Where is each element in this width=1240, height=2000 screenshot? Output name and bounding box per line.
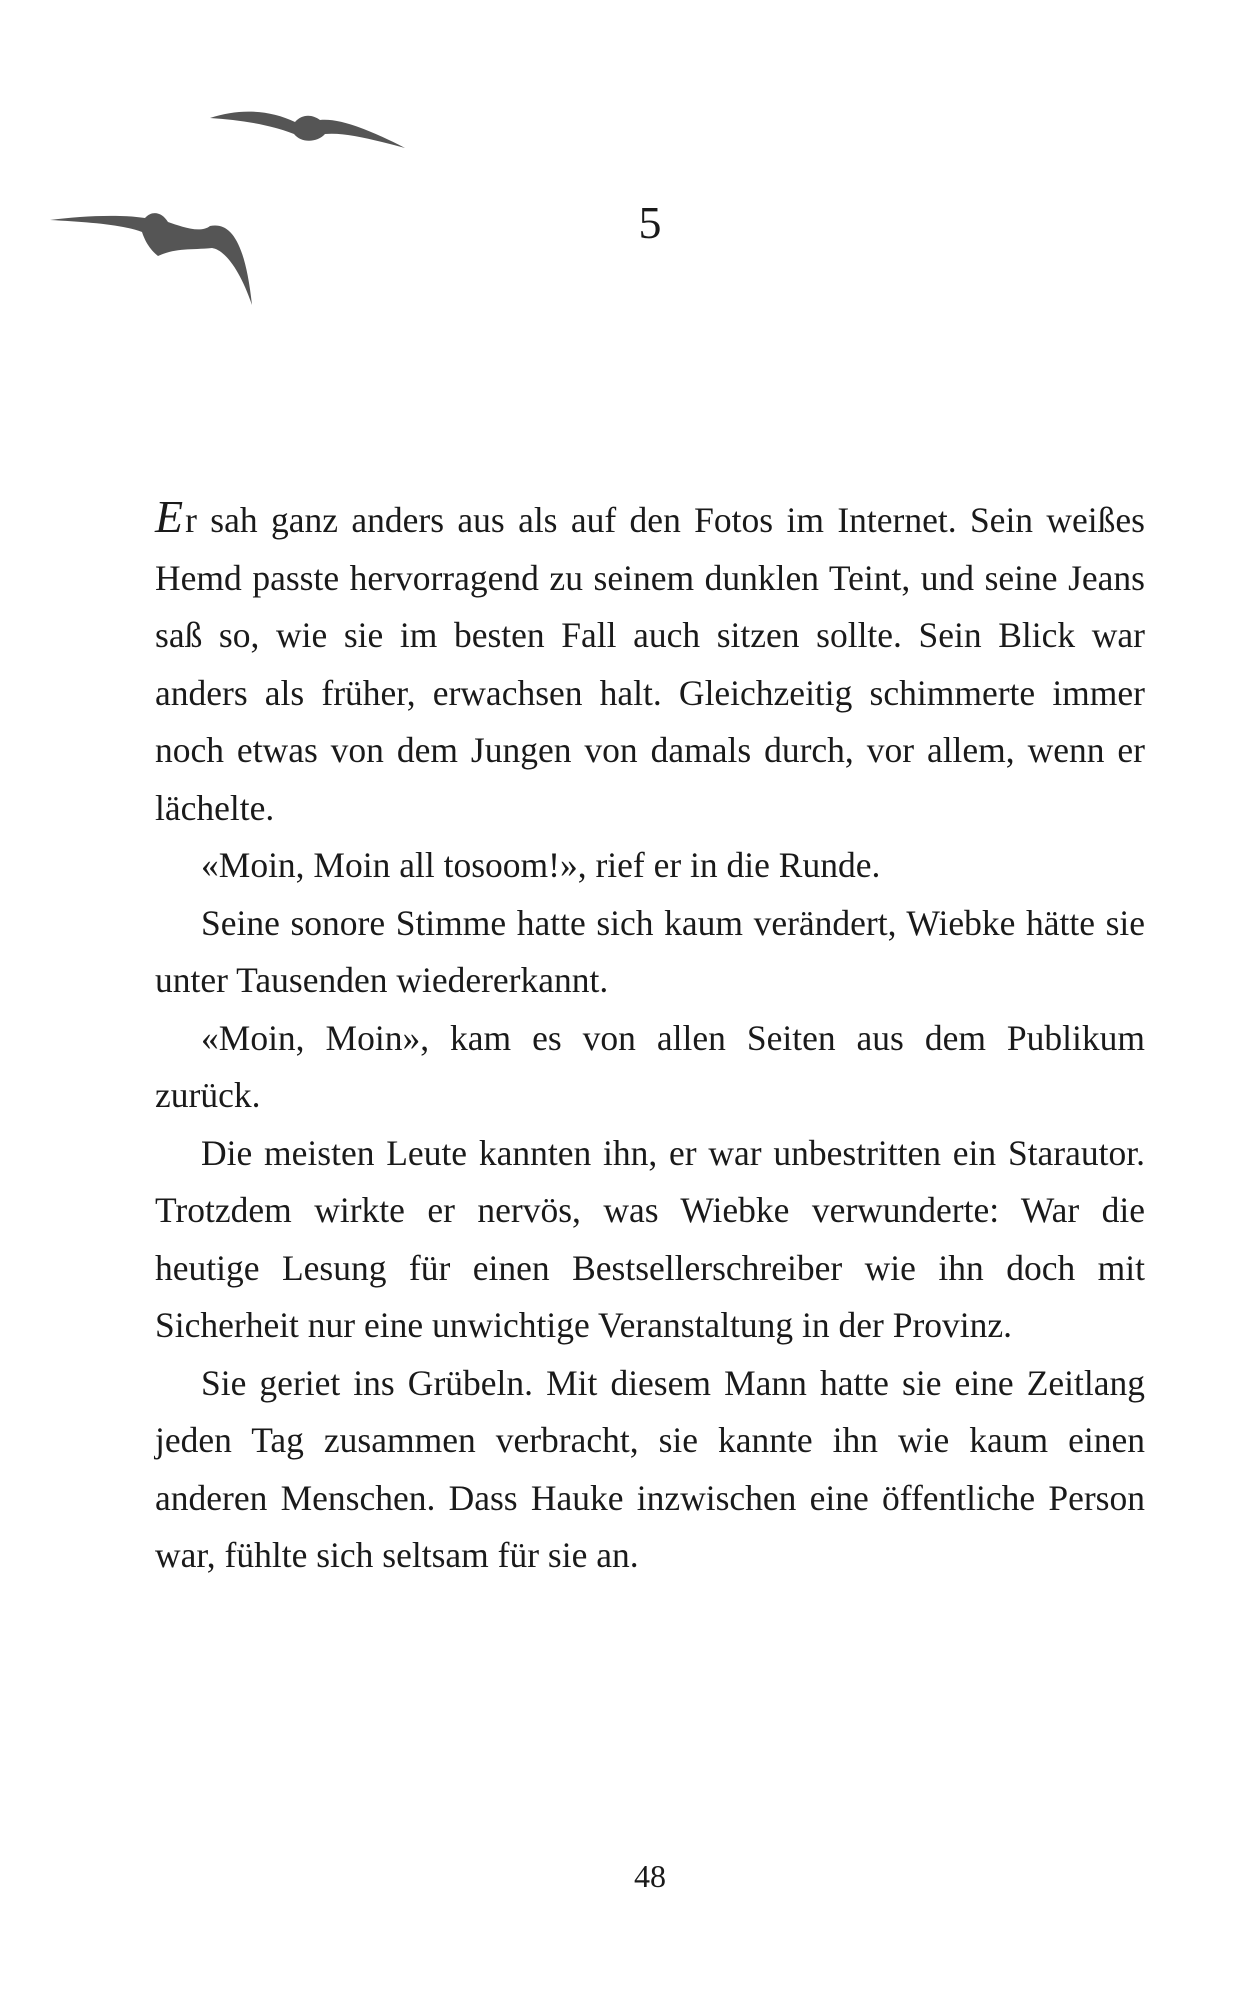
page-number: 48 <box>634 1858 666 1894</box>
paragraph-1-text: r sah ganz anders aus als auf den Fotos im Internet. Sein weißes Hemd passte hervorragend zu seinem dunklen Teint, und seine Jeans saß so, wie sie im besten Fall auch sitzen sollte. Sein Blick war anders als früher, erwachsen halt. Gleichzeitig schimmerte immer noch etwas von dem Jungen von damals durch, vor allem, wenn er lächelte. <box>155 500 1145 828</box>
upper-seagull-icon <box>210 112 405 148</box>
paragraph-4: «Moin, Moin», kam es von allen Seiten aus dem Publikum zurück. <box>155 1017 1145 1115</box>
seagulls-icon <box>40 100 440 320</box>
paragraph-2: «Moin, Moin all tosoom!», rief er in die Runde. <box>201 845 881 885</box>
chapter-number: 5 <box>638 197 662 248</box>
paragraph-6: Sie geriet ins Grübeln. Mit diesem Mann hatte sie eine Zeitlang jeden Tag zusammen verbracht, sie kannte ihn wie kaum einen anderen Menschen. Dass Hauke inzwischen eine öffentliche Person war, fühlte sich seltsam für sie an. <box>155 1362 1145 1575</box>
paragraph-1 <box>155 492 1145 837</box>
paragraph-3: Seine sonore Stimme hatte sich kaum verändert, Wiebke hätte sie unter Tausenden wiedererkannt. <box>155 902 1145 1000</box>
paragraph-5: Die meisten Leute kannten ihn, er war unbestritten ein Starautor. Trotzdem wirkte er nervös, was Wiebke verwunderte: War die heutige Lesung für einen Bestsellerschreiber wie ihn doch mit Sicherheit nur eine unwichtige Veranstaltung in der Provinz. <box>155 1132 1145 1345</box>
body-text <box>155 492 1145 1585</box>
initial-letter: E <box>155 491 184 542</box>
lower-seagull-icon <box>50 213 252 305</box>
